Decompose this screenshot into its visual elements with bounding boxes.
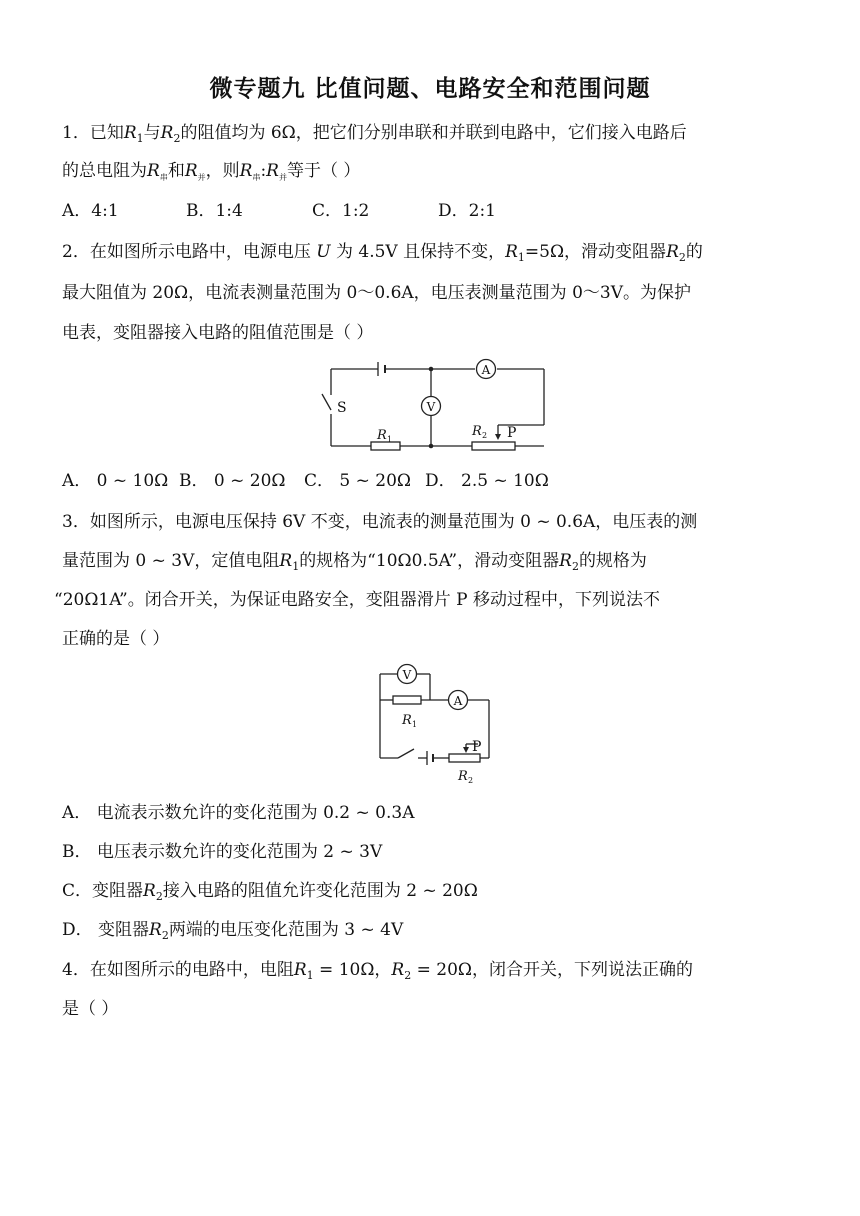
- q2-option-d[interactable]: D． 2.5 ~ 10Ω: [425, 471, 549, 491]
- q2-voltmeter-label: V: [426, 400, 436, 414]
- q2-r1-label: R: [377, 428, 387, 443]
- q3-r1-label: R: [402, 713, 412, 728]
- q3-slider-label: P: [472, 739, 482, 755]
- q3-r1-sub: 1: [412, 720, 418, 729]
- q1-line-1: 1．已知$R_1$与$R_2$的阻值均为 6Ω，把它们分别串联和并联到电路中，它们接入电路后: [62, 123, 687, 145]
- q2-slider-label: P: [507, 425, 517, 441]
- q3-line-2: 量范围为 0 ~ 3V，定值电阻$R_1$的规格为“10Ω0.5A”，滑动变阻器$R_2$的规格为: [62, 551, 647, 573]
- q2-r2-label: R: [472, 424, 482, 439]
- q2-option-c[interactable]: C． 5 ~ 20Ω: [304, 471, 412, 491]
- q2-line-2: 最大阻值为 20Ω，电流表测量范围为 0～0.6A，电压表测量范围为 0～3V。为保护: [62, 283, 691, 303]
- q2-ammeter-label: A: [481, 363, 491, 377]
- q2-switch-label: S: [337, 400, 347, 416]
- q2-r1-sub: 1: [387, 435, 393, 444]
- q1-option-a[interactable]: A．4:1: [62, 201, 119, 221]
- q3-line-4: 正确的是（ ）: [62, 629, 170, 649]
- q3-option-c[interactable]: C．变阻器$R_2$接入电路的阻值允许变化范围为 2 ~ 20Ω: [62, 881, 478, 903]
- q3-option-d[interactable]: D． 变阻器$R_2$两端的电压变化范围为 3 ~ 4V: [62, 920, 404, 942]
- q2-r2-sub: 2: [482, 431, 488, 440]
- q1-option-c[interactable]: C．1:2: [312, 201, 370, 221]
- q3-ammeter-label: A: [453, 694, 463, 708]
- q3-r2-sub: 2: [468, 776, 474, 785]
- q1-option-d[interactable]: D．2:1: [438, 201, 496, 221]
- q3-voltmeter-label: V: [402, 668, 412, 682]
- q2-option-b[interactable]: B． 0 ~ 20Ω: [179, 471, 286, 491]
- q3-line-3: “20Ω1A”。闭合开关，为保证电路安全，变阻器滑片 P 移动过程中，下列说法不: [54, 590, 660, 610]
- q1-option-b[interactable]: B．1:4: [186, 201, 243, 221]
- q2-option-a[interactable]: A． 0 ~ 10Ω: [62, 471, 169, 491]
- q3-r2-label: R: [458, 769, 468, 784]
- q4-line-2: 是（ ）: [62, 999, 119, 1019]
- q3-line-1: 3．如图所示，电源电压保持 6V 不变，电流表的测量范围为 0 ~ 0.6A，电压表的测: [62, 512, 698, 532]
- q2-line-1: 2．在如图所示电路中，电源电压 U 为 4.5V 且保持不变，$R_1=5\Omega$，滑动变阻器$R_2$的: [62, 242, 703, 264]
- page-title: 微专题九 比值问题、电路安全和范围问题: [209, 76, 651, 102]
- q4-line-1: 4．在如图所示的电路中，电阻$R_1 = 10\Omega$，$R_2 = 20\Omega$，闭合开关，下列说法正确的: [62, 960, 694, 982]
- q3-option-b[interactable]: B． 电压表示数允许的变化范围为 2 ~ 3V: [62, 842, 383, 862]
- q2-line-3: 电表，变阻器接入电路的阻值范围是（ ）: [62, 323, 374, 343]
- q3-option-a[interactable]: A． 电流表示数允许的变化范围为 0.2 ~ 0.3A: [62, 803, 415, 823]
- q1-line-2: 的总电阻为$R_串$和$R_并$，则$R_串:R_并$等于（ ）: [62, 161, 361, 182]
